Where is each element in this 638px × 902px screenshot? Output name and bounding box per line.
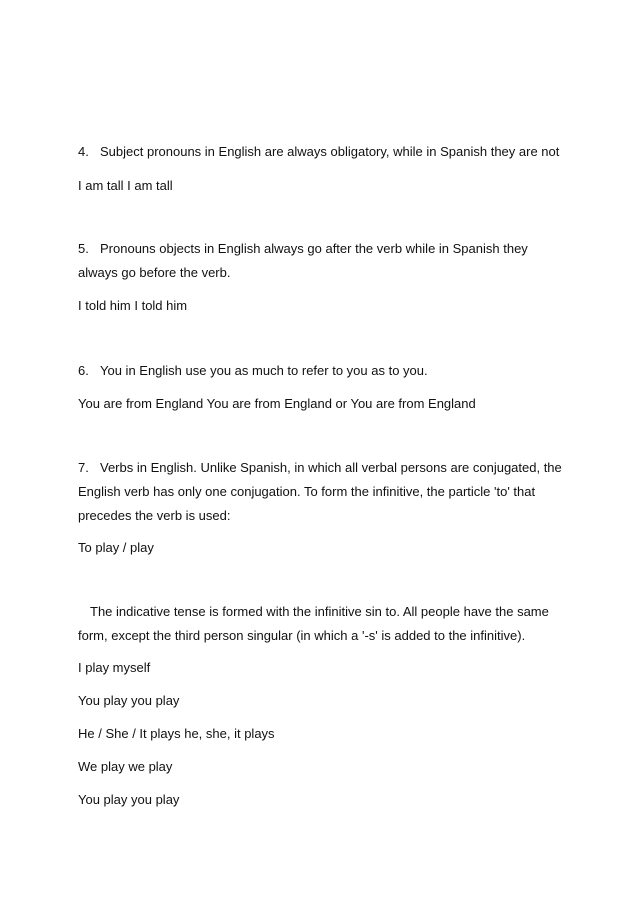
item-6-heading [78,363,568,379]
item-4-heading [78,144,568,160]
indicative-example: You play you play [78,792,180,807]
indicative-example: He / She / It plays he, she, it plays [78,726,275,741]
indicative-example: I play myself [78,660,151,675]
item-4-example: I am tall I am tall [78,178,173,193]
item-6-example: You are from England You are from England or You are from England [78,396,476,411]
item-7-heading-line-1 [78,460,568,476]
indicative-line-2: form, except the third person singular (in which a '-s' is added to the infinitive). [78,628,526,643]
item-7-number: 7. [78,460,89,475]
item-6-number: 6. [78,363,89,378]
item-5-text: Pronouns objects in English always go after the verb while in Spanish they [100,241,528,256]
indicative-example: You play you play [78,693,180,708]
item-7-heading-line-3: precedes the verb is used: [78,508,231,523]
item-5-example: I told him I told him [78,298,188,313]
item-7-heading-line-2: English verb has only one conjugation. To form the infinitive, the particle 'to' that [78,484,536,499]
item-7-text: Verbs in English. Unlike Spanish, in which all verbal persons are conjugated, the [100,460,562,475]
item-4-text: Subject pronouns in English are always obligatory, while in Spanish they are not [100,144,560,159]
item-7-example: To play / play [78,540,154,555]
item-4-number: 4. [78,144,89,159]
item-5-heading-line-2: always go before the verb. [78,265,231,280]
indicative-example: We play we play [78,759,173,774]
indicative-text-1: The indicative tense is formed with the infinitive sin to. All people have the same [90,604,549,619]
item-6-text: You in English use you as much to refer to you as to you. [100,363,428,378]
item-5-number: 5. [78,241,89,256]
item-5-heading-line-1 [78,241,568,257]
indicative-line-1 [78,604,568,620]
